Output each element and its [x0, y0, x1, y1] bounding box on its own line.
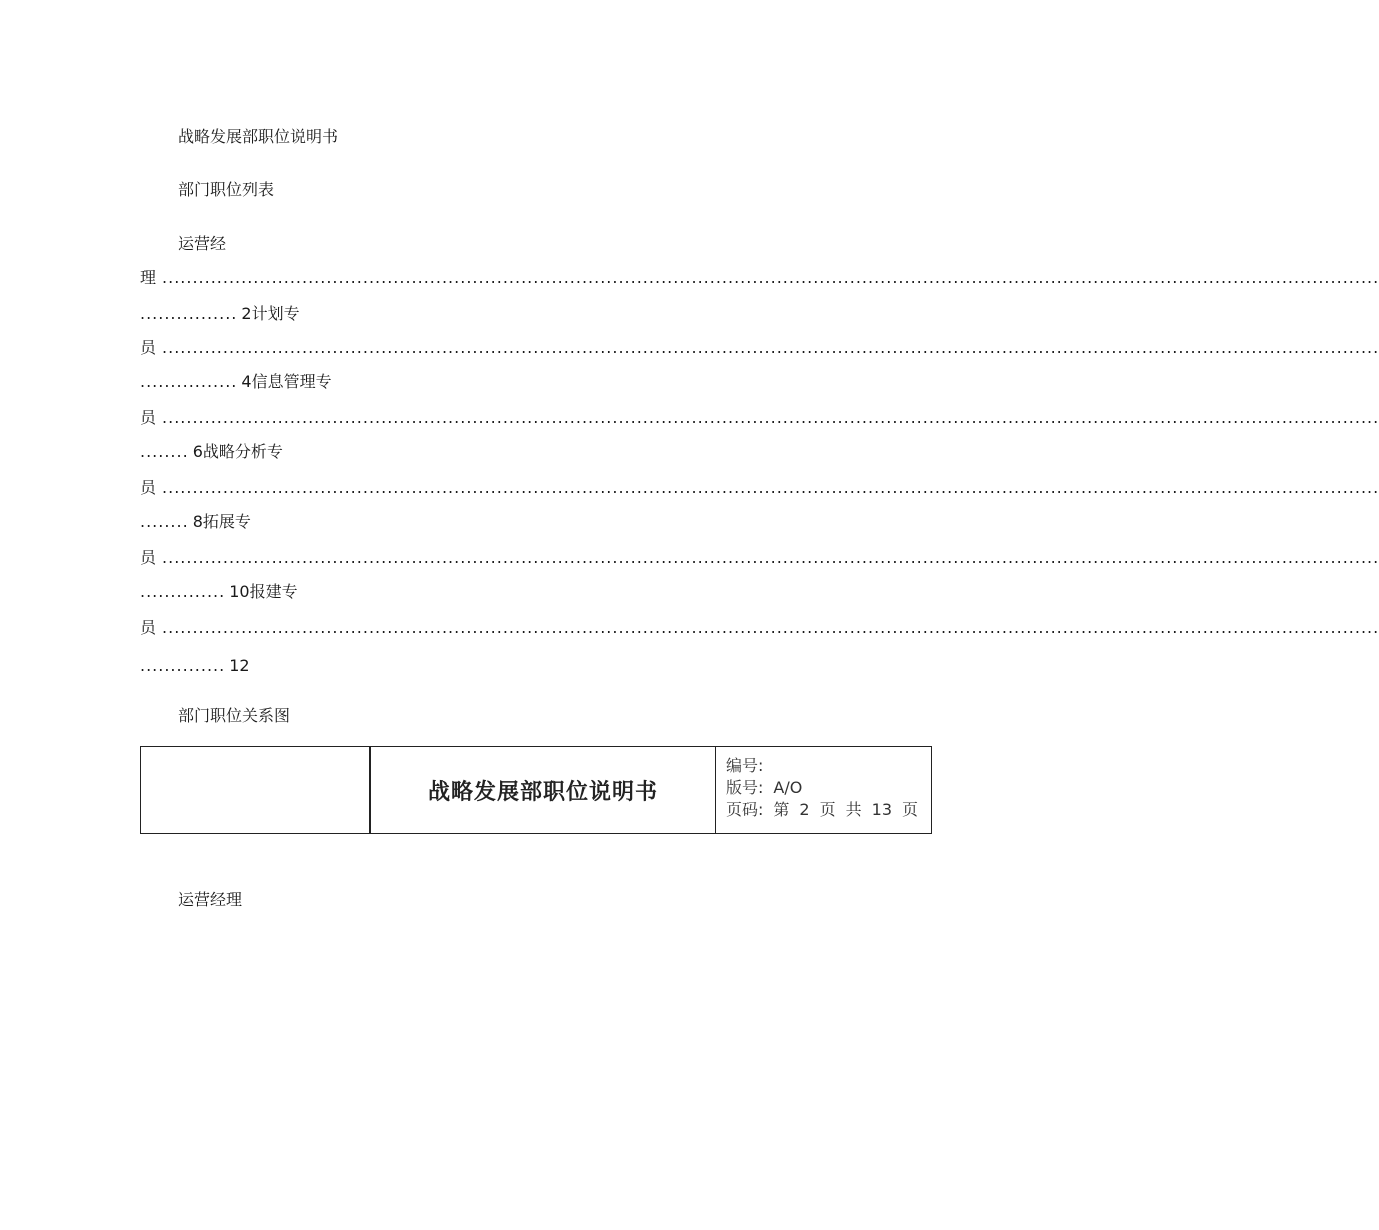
toc-page-number: 4 — [241, 372, 252, 391]
toc-page-number: 10 — [229, 582, 250, 601]
toc-entry-prefix: 计划专 — [251, 304, 300, 323]
toc-leader-dots: ........................................................................................................................................................................................................ — [162, 618, 1379, 637]
header-page-label: 页码: — [726, 800, 764, 819]
toc-entry-continuation — [140, 372, 332, 392]
header-version-row — [726, 777, 931, 799]
section-heading-relation-chart: 部门职位关系图 — [178, 706, 291, 725]
header-page-row — [726, 799, 931, 821]
header-page-di: 第 — [773, 800, 790, 819]
toc-entry-continuation — [140, 442, 283, 462]
header-page-ye: 页 — [819, 800, 836, 819]
toc-page-number: 12 — [229, 656, 250, 675]
toc-entry-continuation — [140, 512, 251, 532]
toc-entry-lead: 员 — [140, 548, 157, 567]
document-title: 战略发展部职位说明书 — [178, 127, 339, 146]
toc-entry-row — [140, 268, 1379, 288]
header-code-row — [726, 755, 931, 777]
toc-leader-dots: ................ — [140, 372, 238, 391]
header-title: 战略发展部职位说明书 — [371, 747, 716, 833]
toc-page-number: 6 — [192, 442, 203, 461]
toc-leader-dots: ........ — [140, 442, 189, 461]
header-logo-cell — [141, 747, 371, 833]
toc-leader-dots: .............. — [140, 582, 226, 601]
header-page-ye: 页 — [902, 800, 919, 819]
toc-leader-dots: ................ — [140, 304, 238, 323]
toc-entry-prefix: 运营经 — [178, 234, 227, 253]
toc-entry-lead: 员 — [140, 478, 157, 497]
toc-leader-dots: ........ — [140, 512, 189, 531]
toc-entry-row — [140, 618, 1379, 638]
toc-entry-prefix: 报建专 — [249, 582, 298, 601]
header-code-label: 编号: — [726, 756, 764, 775]
toc-entry-prefix: 拓展专 — [202, 512, 251, 531]
toc-entry-lead: 员 — [140, 338, 157, 357]
toc-entry-row — [140, 478, 1379, 498]
toc-leader-dots: ........................................................................................................................................................................................................ — [162, 408, 1379, 427]
toc-entry-lead: 员 — [140, 408, 157, 427]
toc-leader-dots: .............. — [140, 656, 226, 675]
header-version-value: A/O — [773, 778, 803, 797]
toc-page-number: 8 — [192, 512, 203, 531]
toc-leader-dots: ........................................................................................................................................................................................................ — [162, 338, 1379, 357]
toc-entry-lead: 员 — [140, 618, 157, 637]
section-heading-operations-manager: 运营经理 — [178, 890, 243, 909]
toc-entry-row — [140, 338, 1379, 358]
toc-entry-continuation — [140, 656, 250, 676]
header-page-gong: 共 — [845, 800, 862, 819]
toc-leader-dots: ........................................................................................................................................................................................................ — [162, 268, 1379, 287]
toc-entry-prefix: 信息管理专 — [251, 372, 332, 391]
header-version-label: 版号: — [726, 778, 764, 797]
document-header-table — [140, 746, 932, 834]
toc-page-number: 2 — [241, 304, 252, 323]
toc-entry-row — [140, 548, 1379, 568]
toc-entry-continuation — [140, 582, 298, 602]
section-heading-position-list: 部门职位列表 — [178, 180, 275, 199]
toc-entry-row — [140, 408, 1379, 428]
header-page-current: 2 — [799, 800, 810, 819]
toc-entry-prefix: 战略分析专 — [202, 442, 283, 461]
header-meta-cell — [716, 747, 931, 833]
toc-entry-continuation — [140, 304, 300, 324]
header-page-total: 13 — [871, 800, 892, 819]
toc-entry-lead: 理 — [140, 268, 157, 287]
toc-leader-dots: ........................................................................................................................................................................................................ — [162, 548, 1379, 567]
toc-leader-dots: ........................................................................................................................................................................................................ — [162, 478, 1379, 497]
